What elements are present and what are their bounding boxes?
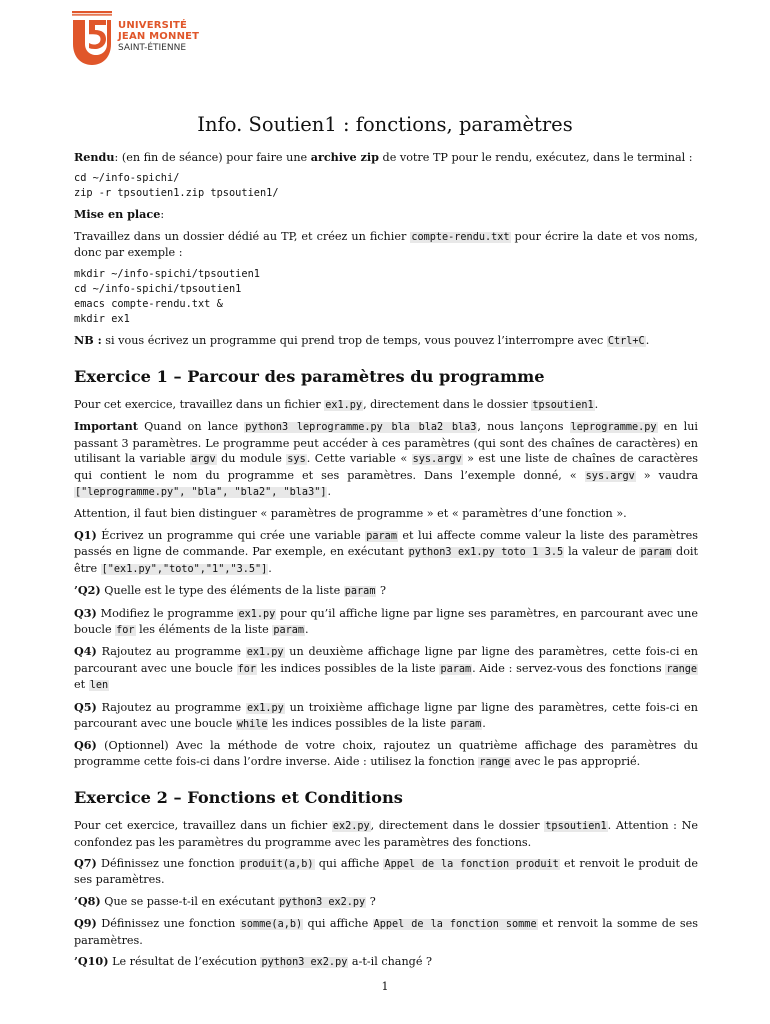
page-title: Info. Soutien1 : fonctions, paramètres	[197, 113, 573, 136]
text: et renvoit la somme de ses paramètres.	[74, 917, 698, 947]
question-q5	[74, 700, 698, 733]
code-ex1-file: ex1.py	[246, 647, 284, 659]
text: , nous lançons	[477, 420, 570, 434]
logo-line-universite: UNIVERSITÉ	[118, 20, 188, 31]
code-command: python3 ex1.py toto 1 3.5	[408, 547, 564, 559]
text: , directement dans le dossier	[363, 398, 532, 412]
code-sys-argv: sys.argv	[585, 470, 635, 482]
text: ?	[376, 584, 387, 598]
q1-label: Q1)	[74, 527, 97, 542]
text: un deuxième affichage ligne par ligne des paramètres, cette fois-ci en parcourant avec une boucle	[74, 645, 698, 675]
text: doit être	[74, 545, 699, 575]
q3-label: Q3)	[74, 605, 97, 620]
text: Définissez une fonction	[96, 856, 239, 870]
mise-label: Mise en place	[74, 207, 161, 222]
question-q6	[74, 738, 698, 770]
text: .	[305, 622, 309, 636]
text: Que se passe-t-il en exécutant	[100, 894, 279, 908]
text: les indices possibles de la liste	[256, 661, 440, 675]
q2-label: ’Q2)	[74, 583, 101, 598]
q4-label: Q4)	[74, 644, 97, 659]
text: Définissez une fonction	[96, 917, 240, 931]
rendu-label: Rendu	[74, 150, 115, 164]
q5-label: Q5)	[74, 699, 97, 714]
mise-en-place-heading	[74, 207, 698, 222]
code-param: param	[450, 718, 482, 730]
text: la valeur de	[564, 545, 640, 559]
code-param: param	[440, 663, 472, 675]
text: pour écrire la date et vos noms, donc par exemple :	[74, 229, 698, 260]
code-sys-argv: sys.argv	[412, 454, 462, 466]
text: (Optionnel) Avec la méthode de votre choix, rajoutez un quatrième affichage des paramètres du programme cette fois-ci dans l’ordre inverse. Aide : utilisez la fonction	[74, 739, 698, 768]
code-command: python3 leprogramme.py bla bla2 bla3	[245, 422, 477, 434]
logo-line-saint-etienne: SAINT-ÉTIENNE	[118, 43, 187, 53]
text: du module	[216, 452, 287, 466]
code-program: leprogramme.py	[570, 422, 657, 434]
text: Quelle est le type des éléments de la liste	[100, 584, 344, 598]
ex1-intro	[74, 397, 698, 413]
code-len: len	[89, 680, 109, 692]
text: si vous écrivez un programme qui prend trop de temps, vous pouvez l’interrompre avec	[101, 333, 607, 347]
rendu-paragraph	[74, 150, 698, 165]
code-while: while	[236, 718, 268, 730]
text: , directement dans le dossier	[370, 819, 545, 833]
question-q7	[74, 856, 698, 888]
code-ex2-file: ex2.py	[332, 821, 370, 833]
page-number: 1	[381, 980, 389, 993]
code-ex1-file: ex1.py	[246, 702, 284, 714]
q6-label: Q6)	[74, 738, 97, 753]
text: un troixième affichage ligne par ligne des paramètres, cette fois-ci en parcourant avec une boucle	[74, 700, 698, 730]
exercise-1-heading: Exercice 1 – Parcour des paramètres du programme	[74, 367, 545, 387]
text: . Cette variable «	[306, 452, 412, 466]
text: avec le pas approprié.	[511, 754, 641, 768]
university-logo	[70, 11, 200, 67]
text: .	[645, 333, 650, 347]
code-sys: sys	[287, 454, 306, 466]
question-q9	[74, 916, 698, 948]
code-range: range	[666, 663, 697, 675]
text: :	[160, 208, 165, 222]
code-list: ["leprogramme.py", "bla", "bla2", "bla3"]	[75, 487, 327, 499]
mise-en-place-code-block: mkdir ~/info-spichi/tpsoutien1 cd ~/info-spichi/tpsoutien1 emacs compte-rendu.txt & mkdir ex1	[74, 267, 260, 325]
text: » vaudra	[635, 468, 698, 482]
rendu-code-block: cd ~/info-spichi/ zip -r tpsoutien1.zip tpsoutien1/	[74, 172, 279, 200]
question-q2	[74, 583, 698, 599]
text: de votre TP pour le rendu, exécutez, dans le terminal :	[378, 151, 693, 164]
text: Travaillez dans un dossier dédié au TP, et créez un fichier	[74, 229, 411, 243]
ex2-intro	[74, 818, 698, 850]
exercise-2-heading: Exercice 2 – Fonctions et Conditions	[74, 788, 403, 808]
code-command: python3 ex2.py	[261, 957, 348, 968]
document-body	[74, 150, 698, 976]
text: Pour cet exercice, travaillez dans un fichier	[74, 819, 332, 833]
compte-rendu-file: compte-rendu.txt	[411, 231, 510, 243]
text: .	[482, 716, 486, 730]
text: et renvoit le produit de ses paramètres.	[74, 856, 699, 887]
text: les éléments de la liste	[135, 622, 273, 636]
code-argv: argv	[191, 454, 216, 466]
ex1-attention: Attention, il faut bien distinguer « paramètres de programme » et « paramètres d’une fonction ».	[74, 507, 627, 521]
logo-line-jean-monnet: JEAN MONNET	[118, 31, 200, 42]
text: Rajoutez au programme	[96, 645, 246, 659]
code-function: produit(a,b)	[239, 858, 314, 870]
text: qui affiche	[303, 917, 373, 931]
code-param: param	[366, 530, 397, 542]
question-q10	[74, 954, 698, 970]
code-list: ["ex1.py","toto","1","3.5"]	[101, 563, 268, 575]
text: pour qu’il affiche ligne par ligne ses paramètres, en parcourant avec une boucle	[74, 606, 699, 636]
code-for: for	[237, 663, 256, 675]
text: . Aide : servez-vous des fonctions	[472, 661, 666, 675]
code-message: Appel de la fonction somme	[373, 919, 537, 931]
text: .	[268, 561, 272, 575]
text: et	[74, 678, 89, 692]
code-param: param	[273, 624, 305, 636]
university-logo-icon	[70, 11, 114, 67]
mise-en-place-paragraph	[74, 229, 698, 261]
text: Quand on lance	[137, 420, 245, 434]
text: ?	[366, 894, 376, 908]
ex1-important	[74, 419, 698, 500]
q8-label: ’Q8)	[74, 893, 101, 908]
nb-label: NB :	[74, 332, 102, 347]
q7-label: Q7)	[74, 855, 97, 870]
text: » est une liste de chaînes de caractères qui contient le nom du programme et ses paramètres. Dans l’exemple donné, «	[74, 452, 698, 482]
q10-label: ’Q10)	[74, 954, 109, 968]
text: en lui passant 3 paramètres. Le programme peut accéder à ces paramètres (qui sont des chaînes de caractères) en utilisant la variable	[74, 420, 698, 466]
text: Le résultat de l’exécution	[108, 955, 261, 968]
question-q3	[74, 606, 698, 639]
code-dir: tpsoutien1	[545, 821, 607, 833]
code-function: somme(a,b)	[240, 919, 303, 931]
text: . Attention : Ne confondez pas les paramètres du programme avec les paramètres des fonctions.	[74, 819, 698, 849]
text: Modifiez le programme	[96, 606, 238, 620]
text: et lui affecte comme valeur la liste des paramètres passés en ligne de commande. Par exemple, en exécutant	[74, 528, 698, 559]
text: les indices possibles de la liste	[268, 716, 450, 730]
code-dir: tpsoutien1	[532, 400, 594, 412]
code-param: param	[640, 547, 672, 559]
code-ex1-file: ex1.py	[238, 608, 276, 620]
q9-label: Q9)	[74, 916, 97, 931]
important-label: Important	[74, 419, 138, 434]
archive-zip-bold: archive zip	[310, 150, 379, 164]
nb-paragraph	[74, 333, 698, 349]
code-ex1-file: ex1.py	[325, 400, 363, 412]
code-range: range	[479, 756, 510, 768]
text: : (en fin de séance) pour faire une	[114, 151, 311, 164]
code-for: for	[116, 624, 135, 636]
text: Rajoutez au programme	[96, 700, 246, 714]
text: Écrivez un programme qui crée une variable	[96, 528, 366, 542]
text: Pour cet exercice, travaillez dans un fichier	[74, 398, 325, 412]
question-q4	[74, 644, 698, 693]
code-command: python3 ex2.py	[279, 896, 366, 908]
text: a-t-il changé ?	[348, 955, 433, 968]
text: qui affiche	[314, 856, 384, 870]
ctrl-c-key: Ctrl+C	[607, 335, 645, 347]
text: .	[327, 485, 332, 499]
question-q8	[74, 894, 698, 910]
question-q1	[74, 528, 698, 577]
text: .	[594, 398, 599, 412]
code-message: Appel de la fonction produit	[384, 858, 559, 870]
code-param: param	[344, 586, 376, 598]
